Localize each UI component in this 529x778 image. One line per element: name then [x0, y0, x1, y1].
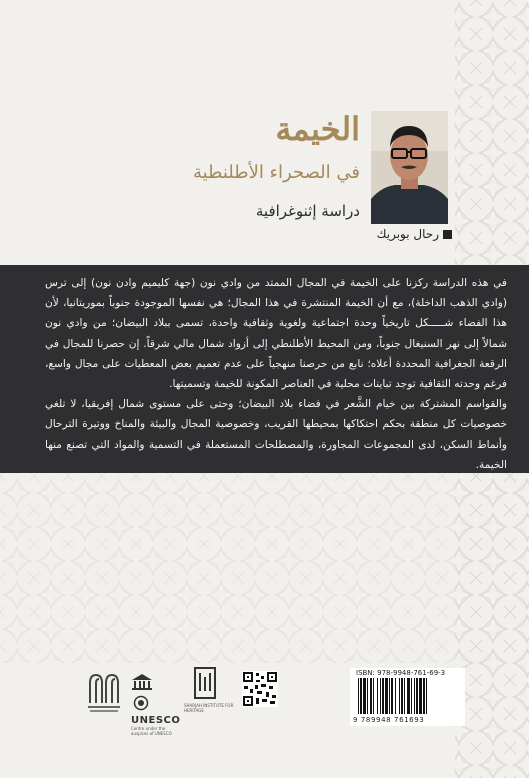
- barcode-bar: [360, 678, 362, 714]
- barcode-bar: [391, 678, 393, 714]
- barcode-bar: [404, 678, 405, 714]
- unesco-caption: Centre under the auspices of UNESCO: [131, 726, 172, 736]
- barcode-bar: [389, 678, 390, 714]
- back-cover-blurb: [45, 273, 507, 475]
- unesco-logo: [131, 673, 181, 736]
- qr-code: [242, 671, 278, 711]
- author-name: [372, 227, 452, 243]
- barcode-bar: [426, 678, 427, 714]
- circle-emblem-icon: [133, 695, 149, 711]
- isbn-barcode: [350, 668, 465, 726]
- title-main: الخيمة: [275, 110, 360, 148]
- sharjah-caption: SHARJAH INSTITUTE FOR HERITAGE: [184, 703, 234, 713]
- barcode-bar: [358, 678, 359, 714]
- temple-icon: [131, 673, 153, 691]
- barcode-bar: [401, 678, 403, 714]
- blurb-paragraph-1: في هذه الدراسة ركزنا على الخيمة في المجال الممتد من وادي نون (جهة كليميم وادن نون) إلى ترس (وادي الذهب الداخلة)، مع أن الخيمة المنتشرة في هذا المجال؛ هي نفسها الموجودة جنوباً بموريتانيا، لأن هذا الفضاء شـــــكل تاريخياً وحدة اجتماعية ولغوية وثقافية واحدة، تسمى ببلاد البيضان؛ من وادي نون شمالاً إلى نهر السنيغال جنوباً، ومن المحيط الأطلنطي إلى أزواد شمال مالي شرقاً. إن حصرنا للمجال في الرقعة الجغرافية المحددة أعلاه؛ نابع من حرصنا منهجياً على عدم تعميم بعض المعطيات على مجال واسع، فرغم وحدته الثقافية توجد تباينات محلية في العناصر المكونة للخيمة وتسميتها.: [45, 277, 507, 391]
- barcode-bar: [399, 678, 400, 714]
- blurb-paragraph-2: والقواسم المشتركة بين خيام الشَّعر في فضاء بلاد البيضان؛ وحتى على مستوى شمال إفريقيا، لا تلغي خصوصيات كل منطقة بحكم احتكاكها بمحيطها القريب، وخصوصية المجال والبيئة والمناخ ووتيرة الترحال وأنماط السكن، لدى المجموعات المجاورة، والمصطلحات المستعملة في التسمية والمواد التي تصنع منها الخيمة.: [45, 398, 507, 471]
- institute-logo: [88, 673, 120, 719]
- isbn-digits: 9 789948 761693: [353, 716, 425, 724]
- barcode-bars: [356, 678, 461, 714]
- barcode-bar: [419, 678, 422, 714]
- barcode-bar: [370, 678, 372, 714]
- barcode-bar: [367, 678, 368, 714]
- sharjah-institute-logo: [184, 667, 234, 713]
- barcode-bar: [363, 678, 366, 714]
- barcode-bar: [416, 678, 418, 714]
- title-sub: في الصحراء الأطلنطية: [193, 162, 360, 183]
- book-subtitle: دراسة إثنوغرافية: [255, 202, 360, 220]
- barcode-bar: [414, 678, 415, 714]
- author-label: رحال بوبريك: [376, 227, 439, 241]
- author-photo: [371, 111, 448, 224]
- barcode-bar: [411, 678, 412, 714]
- barcode-bar: [385, 678, 388, 714]
- square-bullet-icon: [443, 230, 452, 239]
- barcode-bar: [395, 678, 396, 714]
- barcode-bar: [380, 678, 381, 714]
- barcode-bar: [407, 678, 410, 714]
- barcode-bar: [423, 678, 425, 714]
- barcode-bar: [373, 678, 374, 714]
- barcode-bar: [382, 678, 384, 714]
- isbn-label: ISBN: 978-9948-761-69-3: [356, 669, 446, 677]
- unesco-wordmark: UNESCO: [131, 715, 181, 726]
- barcode-bar: [377, 678, 378, 714]
